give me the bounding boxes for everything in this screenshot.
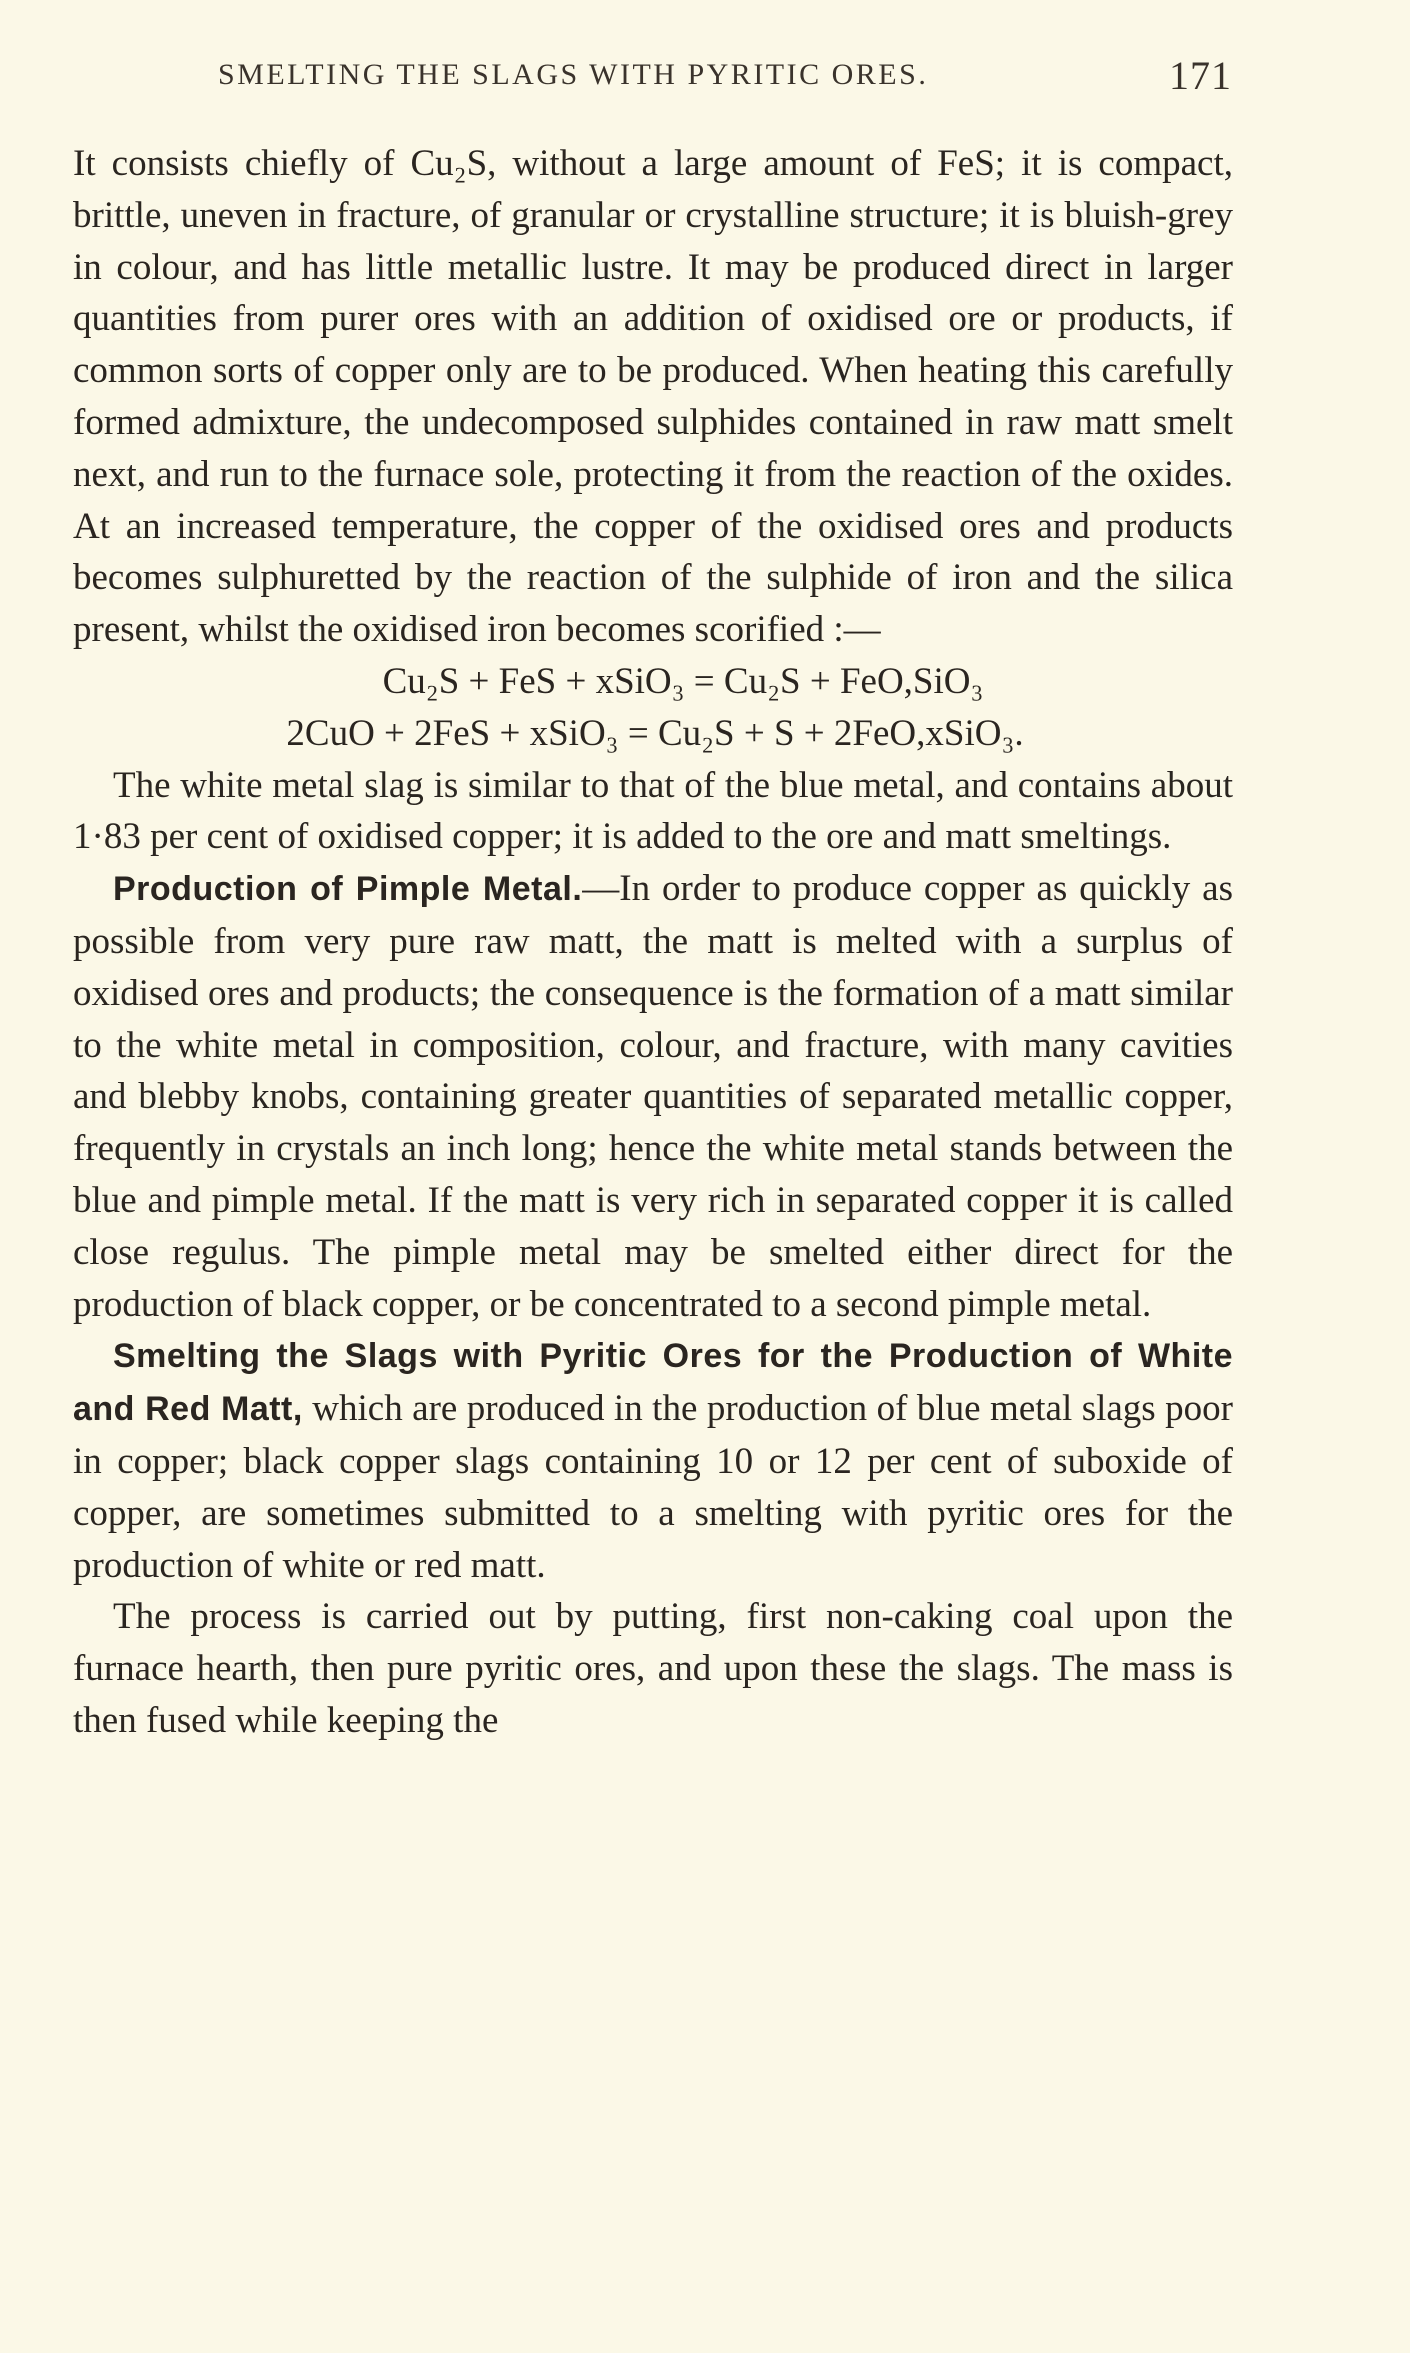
page-number: 171 (1169, 53, 1232, 98)
formula-2: 2CuO + 2FeS + xSiO₃ = Cu₂S + S + 2FeO,xSiO₃. (286, 712, 1024, 754)
formula-1: Cu₂S + FeS + xSiO₃ = Cu₂S + FeO,SiO₃ (382, 660, 984, 702)
paragraph-matt-description: It consists chiefly of Cu₂S, without a large amount of FeS; it is compact, brittle, uneven in fracture, of granular or crystalline structure; it is bluish-grey in colour, and has little metallic lustre. It may be produced direct in larger quantities from purer ores with an addition of oxidised ore or products, if common sorts of copper only are to be produced. When heating this carefully formed admixture, the undecomposed sulphides contained in raw matt smelt next, and run to the furnace sole, protecting it from the reaction of the oxides. At an increased temperature, the copper of the oxidised ores and products becomes sulphuretted by the reaction of the sulphide of iron and the silica present, whilst the oxidised iron becomes scorified :— (73, 143, 1233, 651)
paragraph-pimple-metal-text: —In order to produce copper as quickly as possible from very pure raw matt, the matt is melted with a surplus of oxidised ores and products; the consequence is the formation of a matt similar to the white metal in composition, colour, and fracture, with many cavities and blebby knobs, containing greater quantities of separated metallic copper, frequently in crystals an inch long; hence the white metal stands between the blue and pimple metal. If the matt is very rich in separated copper it is called close regulus. The pimple metal may be smelted either direct for the production of black copper, or be concentrated to a second pimple metal. (73, 868, 1233, 1325)
paragraph-smelting-slags (73, 1330, 1233, 1591)
paragraph-process: The process is carried out by putting, first non-caking coal upon the furnace hearth, then pure pyritic ores, and upon these the slags. The mass is then fused while keeping the (73, 1596, 1233, 1741)
section-heading-smelting-slags: Smelting the Slags with Pyritic Ores for the Production of White and Red Matt, (73, 1337, 1233, 1429)
paragraph-pimple-metal (73, 863, 1233, 1330)
running-head (218, 53, 1232, 98)
paragraph-white-metal-slag: The white metal slag is similar to that of the blue metal, and contains about 1·83 per cent of oxidised copper; it is added to the ore and matt smeltings. (73, 764, 1233, 858)
body-text (73, 138, 1233, 1747)
section-heading-pimple-metal: Production of Pimple Metal. (113, 870, 583, 909)
running-title: SMELTING THE SLAGS WITH PYRITIC ORES. (218, 58, 929, 91)
paragraph-smelting-slags-text: which are produced in the production of blue metal slags poor in copper; black copper slags containing 10 or 12 per cent of suboxide of copper, are sometimes submitted to a smelting with pyritic ores for the production of white or red matt. (73, 1388, 1233, 1586)
